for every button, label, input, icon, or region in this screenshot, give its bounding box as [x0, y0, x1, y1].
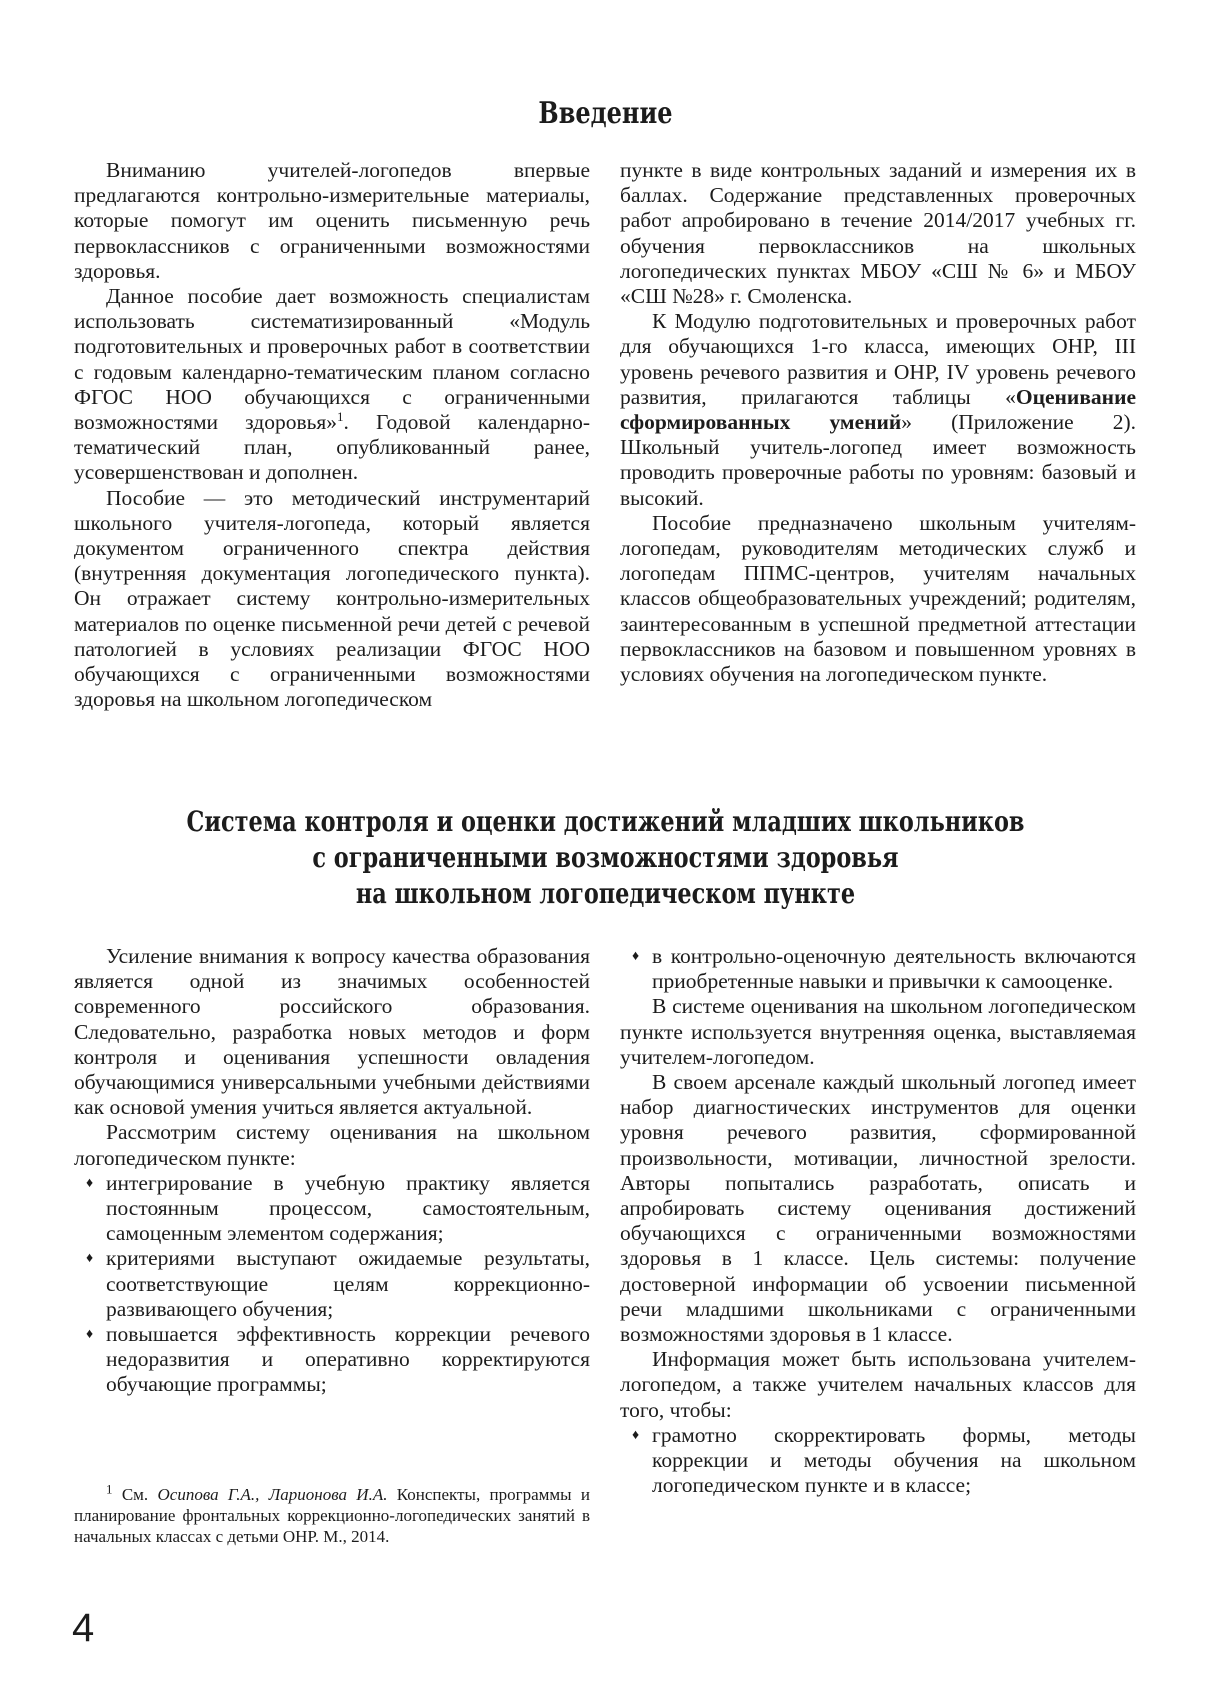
- evaluation-features-list: [74, 1171, 590, 1398]
- system-heading-line-1: Система контроля и оценки достижений младших школьников: [186, 805, 1025, 838]
- intro-paragraph-1: Вниманию учителей-логопедов впервые предлагаются контрольно-измерительные материалы, которые помогут им оценить письменную речь первоклассников с ограниченными возможностями здоровья.: [74, 158, 590, 283]
- footnote-mark: 1: [106, 1481, 113, 1497]
- system-paragraph-5: Информация может быть использована учителем-логопедом, а также учителем начальных классов для того, чтобы:: [620, 1347, 1136, 1422]
- list-item: ♦ в контрольно-оценочную деятельность включаются приобретенные навыки и привычки к самооценке.: [632, 944, 1136, 994]
- system-heading: [180, 804, 1030, 912]
- list-item: ♦ интегрирование в учебную практику является постоянным процессом, самостоятельным, самоценным элементом содержания;: [86, 1170, 590, 1246]
- information-use-list: [620, 1423, 1136, 1499]
- system-heading-line-3: на школьном логопедическом пункте: [355, 877, 856, 910]
- intro-heading: Введение: [538, 96, 673, 131]
- system-left-column: [74, 944, 590, 1398]
- intro-paragraph-2: Данное пособие дает возможность специалистам использовать систематизированный «Модуль подготовительных и проверочных работ в соответствии с годовым календарно-тематическим планом согласно ФГОС НОО обучающихся с ограниченными возможностями здоровья»$^1$. Годовой календарно-тематический план, опубликованный ранее, усовершенствован и дополнен.: [74, 284, 590, 485]
- footnote: $^1$ См. Осипова Г.А., Ларионова И.А. Конспекты, программы и планирование фронтальных коррекционно-логопедических занятий в начальных классах с детьми ОНР. М., 2014.: [74, 1481, 590, 1546]
- list-item: ♦ повышается эффективность коррекции речевого недоразвития и оперативно корректируются обучающие программы;: [86, 1322, 590, 1397]
- system-paragraph-2: Рассмотрим систему оценивания на школьном логопедическом пункте:: [74, 1120, 590, 1170]
- intro-paragraph-3-continued: пункте в виде контрольных заданий и измерения их в баллах. Содержание представленных проверочных работ апробировано в течение 2014/2017 учебных гг. обучения первоклассников на школьных логопедических пунктах МБОУ «СШ № 6» и МБОУ «СШ №28» г. Смоленска.: [620, 158, 1136, 309]
- diamond-bullet-icon: ♦: [86, 1175, 94, 1191]
- intro-paragraph-5: Пособие предназначено школьным учителям-логопедам, руководителям методических служб и логопедам ППМС-центров, учителям начальных классов общеобразовательных учреждений; родителям, заинтересованным в успешной предметной аттестации первоклассников на базовом и повышенном уровнях в условиях обучения на логопедическом пункте.: [620, 510, 1136, 687]
- footnote-authors: Осипова Г.А., Ларионова И.А.: [157, 1485, 388, 1504]
- page-number: 4: [72, 1606, 95, 1650]
- diamond-bullet-icon: ♦: [86, 1251, 94, 1267]
- appendix-table-title: Оценивание сформированных умений: [620, 384, 1136, 435]
- evaluation-features-list-continued: [620, 944, 1136, 994]
- intro-right-column: [620, 158, 1136, 687]
- system-paragraph-3: В системе оценивания на школьном логопедическом пункте используется внутренняя оценка, выставляемая учителем-логопедом.: [620, 994, 1136, 1069]
- system-paragraph-1: Усиление внимания к вопросу качества образования является одной из значимых особенностей современного российского образования. Следовательно, разработка новых методов и форм контроля и оценивания успешности овладения обучающимися универсальными учебными действиями как основой умения учиться является актуальной.: [74, 944, 590, 1120]
- system-paragraph-4: В своем арсенале каждый школьный логопед имеет набор диагностических инструментов для оценки уровня речевого развития, сформированной произвольности, мотивации, личностной зрелости. Авторы попытались разработать, описать и апробировать систему оценивания достижений обучающихся с ограниченными возможностями здоровья в 1 классе. Цель системы: получение достоверной информации об усвоении письменной речи младшими школьниками с ограниченными возможностями здоровья в 1 классе.: [620, 1070, 1136, 1347]
- list-item: ♦ критериями выступают ожидаемые результаты, соответствующие целям коррекционно-развивающего обучения;: [86, 1246, 590, 1321]
- diamond-bullet-icon: ♦: [86, 1327, 94, 1343]
- intro-paragraph-3: Пособие — это методический инструментарий школьного учителя-логопеда, который является документом ограниченного спектра действия (внутренняя документация логопедического пункта). Он отражает систему контрольно-измерительных материалов по оценке письменной речи детей с речевой патологией в условиях реализации ФГОС НОО обучающихся с ограниченными возможностями здоровья на школьном логопедическом: [74, 485, 590, 712]
- intro-left-column: [74, 158, 590, 712]
- list-item: ♦ грамотно скорректировать формы, методы коррекции и методы обучения на школьном логопедическом пункте и в классе;: [632, 1422, 1136, 1498]
- system-heading-line-2: с ограниченными возможностями здоровья: [312, 841, 899, 874]
- system-right-column: [620, 944, 1136, 1498]
- diamond-bullet-icon: ♦: [632, 1427, 640, 1443]
- intro-paragraph-4: К Модулю подготовительных и проверочных работ для обучающихся 1-го класса, имеющих ОНР, III уровень речевого развития и ОНР, IV уровень речевого развития, прилагаются таблицы «Оценивание сформированных умений» (Приложение 2). Школьный учитель-логопед имеет возможность проводить проверочные работы по уровням: базовый и высокий.: [620, 309, 1136, 510]
- footnote-reference: 1: [337, 408, 344, 424]
- diamond-bullet-icon: ♦: [632, 949, 640, 964]
